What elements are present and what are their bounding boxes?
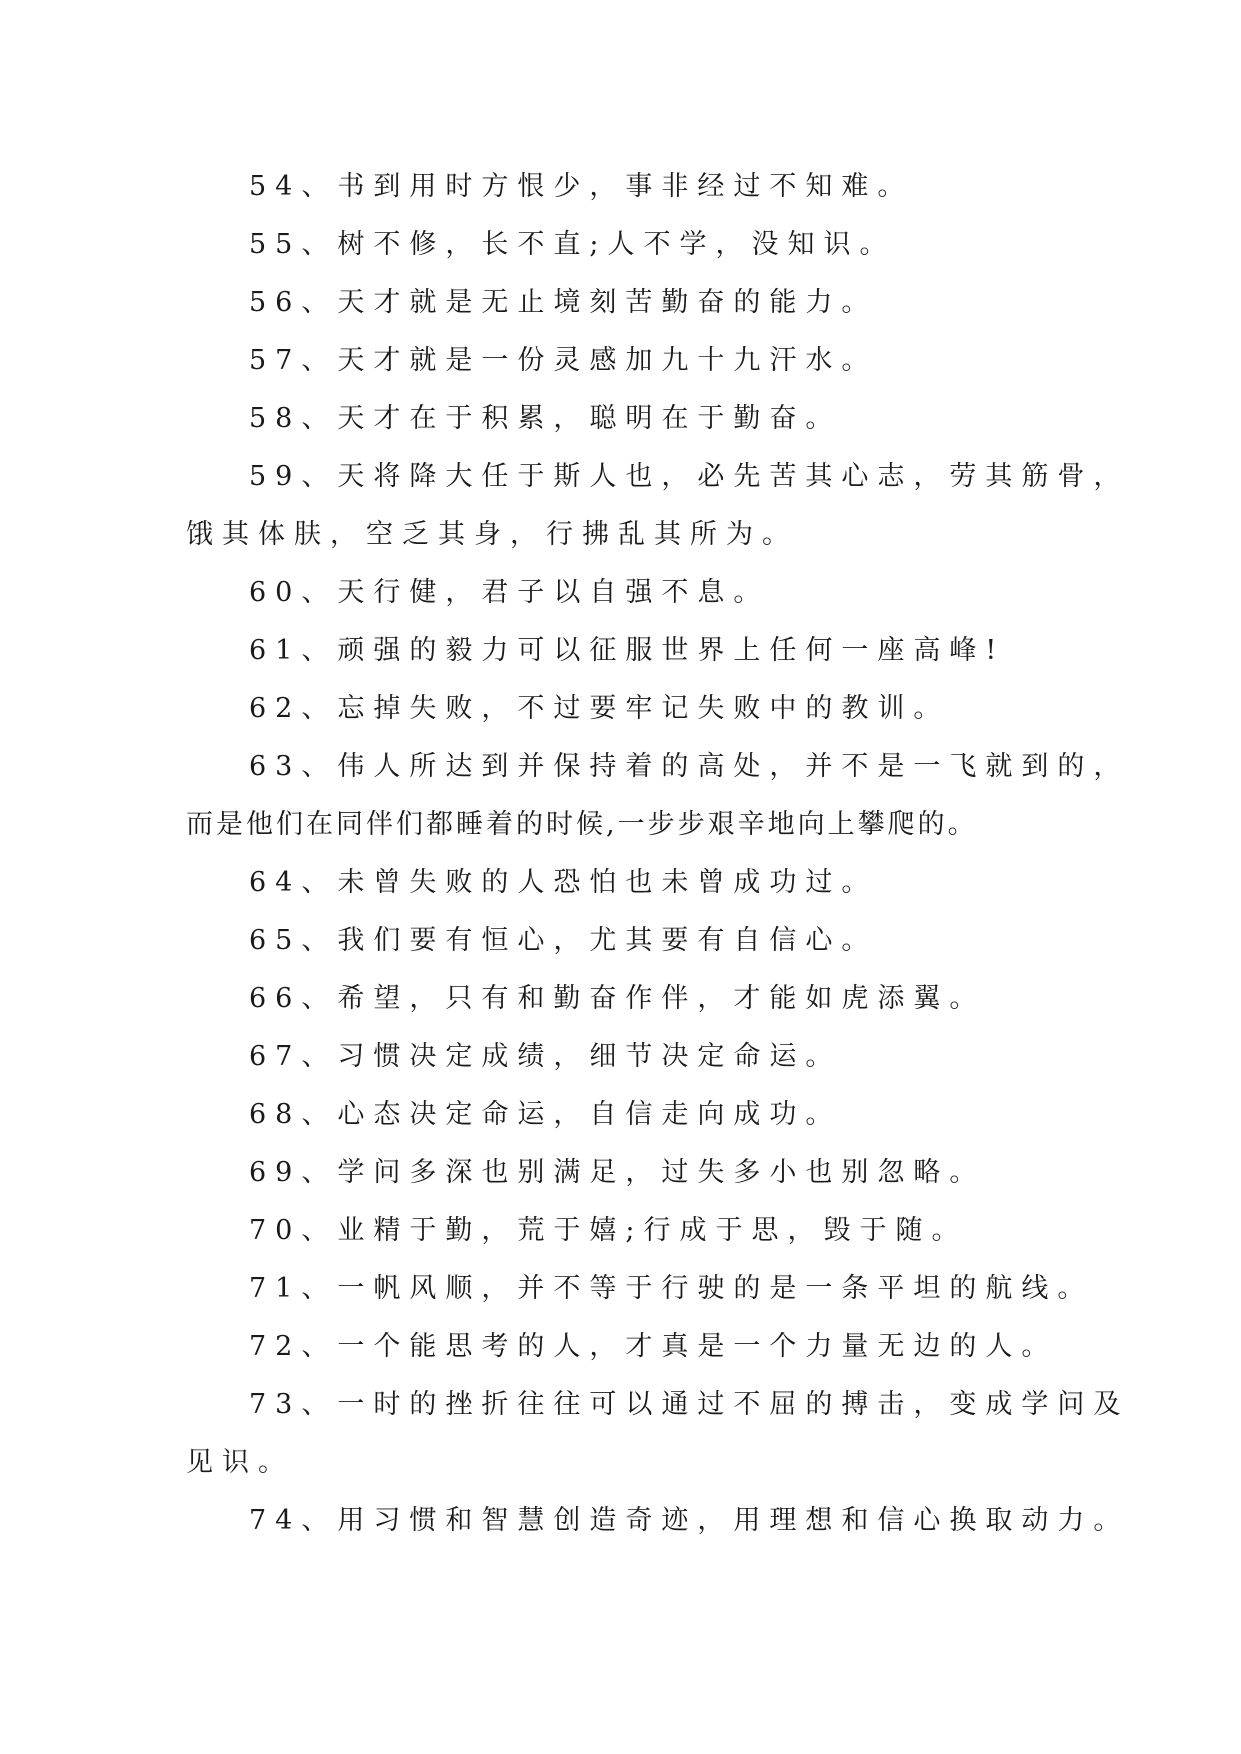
quote-55: 55、树不修，长不直;人不学，没知识。	[249, 229, 896, 260]
quote-73-line-2: 见识。	[186, 1447, 294, 1478]
quote-64: 64、未曾失败的人恐怕也未曾成功过。	[249, 867, 878, 898]
quote-58: 58、天才在于积累，聪明在于勤奋。	[249, 403, 842, 434]
quote-60: 60、天行健，君子以自强不息。	[249, 577, 770, 608]
quote-67: 67、习惯决定成绩，细节决定命运。	[249, 1041, 842, 1072]
quote-63-line-2: 而是他们在同伴们都睡着的时候,一步步艰辛地向上攀爬的。	[186, 809, 978, 840]
quote-73-line-1: 73、一时的挫折往往可以通过不屈的搏击，变成学问及	[249, 1389, 1130, 1420]
quote-69: 69、学问多深也别满足，过失多小也别忽略。	[249, 1157, 986, 1188]
quote-72: 72、一个能思考的人，才真是一个力量无边的人。	[249, 1331, 1058, 1362]
quote-59-line-2: 饿其体肤，空乏其身，行拂乱其所为。	[186, 519, 798, 550]
quote-list	[186, 158, 1130, 1550]
quote-70: 70、业精于勤，荒于嬉;行成于思，毁于随。	[249, 1215, 968, 1246]
quote-71: 71、一帆风顺，并不等于行驶的是一条平坦的航线。	[249, 1273, 1094, 1304]
quote-54: 54、书到用时方恨少，事非经过不知难。	[249, 171, 914, 202]
quote-74: 74、用习惯和智慧创造奇迹，用理想和信心换取动力。	[249, 1505, 1130, 1536]
quote-61: 61、顽强的毅力可以征服世界上任何一座高峰!	[249, 635, 1006, 666]
quote-56: 56、天才就是无止境刻苦勤奋的能力。	[249, 287, 878, 318]
quote-66: 66、希望，只有和勤奋作伴，才能如虎添翼。	[249, 983, 986, 1014]
quote-57: 57、天才就是一份灵感加九十九汗水。	[249, 345, 878, 376]
quote-63-line-1: 63、伟人所达到并保持着的高处，并不是一飞就到的，	[249, 751, 1130, 782]
quote-62: 62、忘掉失败，不过要牢记失败中的教训。	[249, 693, 950, 724]
quote-65: 65、我们要有恒心，尤其要有自信心。	[249, 925, 878, 956]
quote-59-line-1: 59、天将降大任于斯人也，必先苦其心志，劳其筋骨，	[249, 461, 1130, 492]
quote-68: 68、心态决定命运，自信走向成功。	[249, 1099, 842, 1130]
